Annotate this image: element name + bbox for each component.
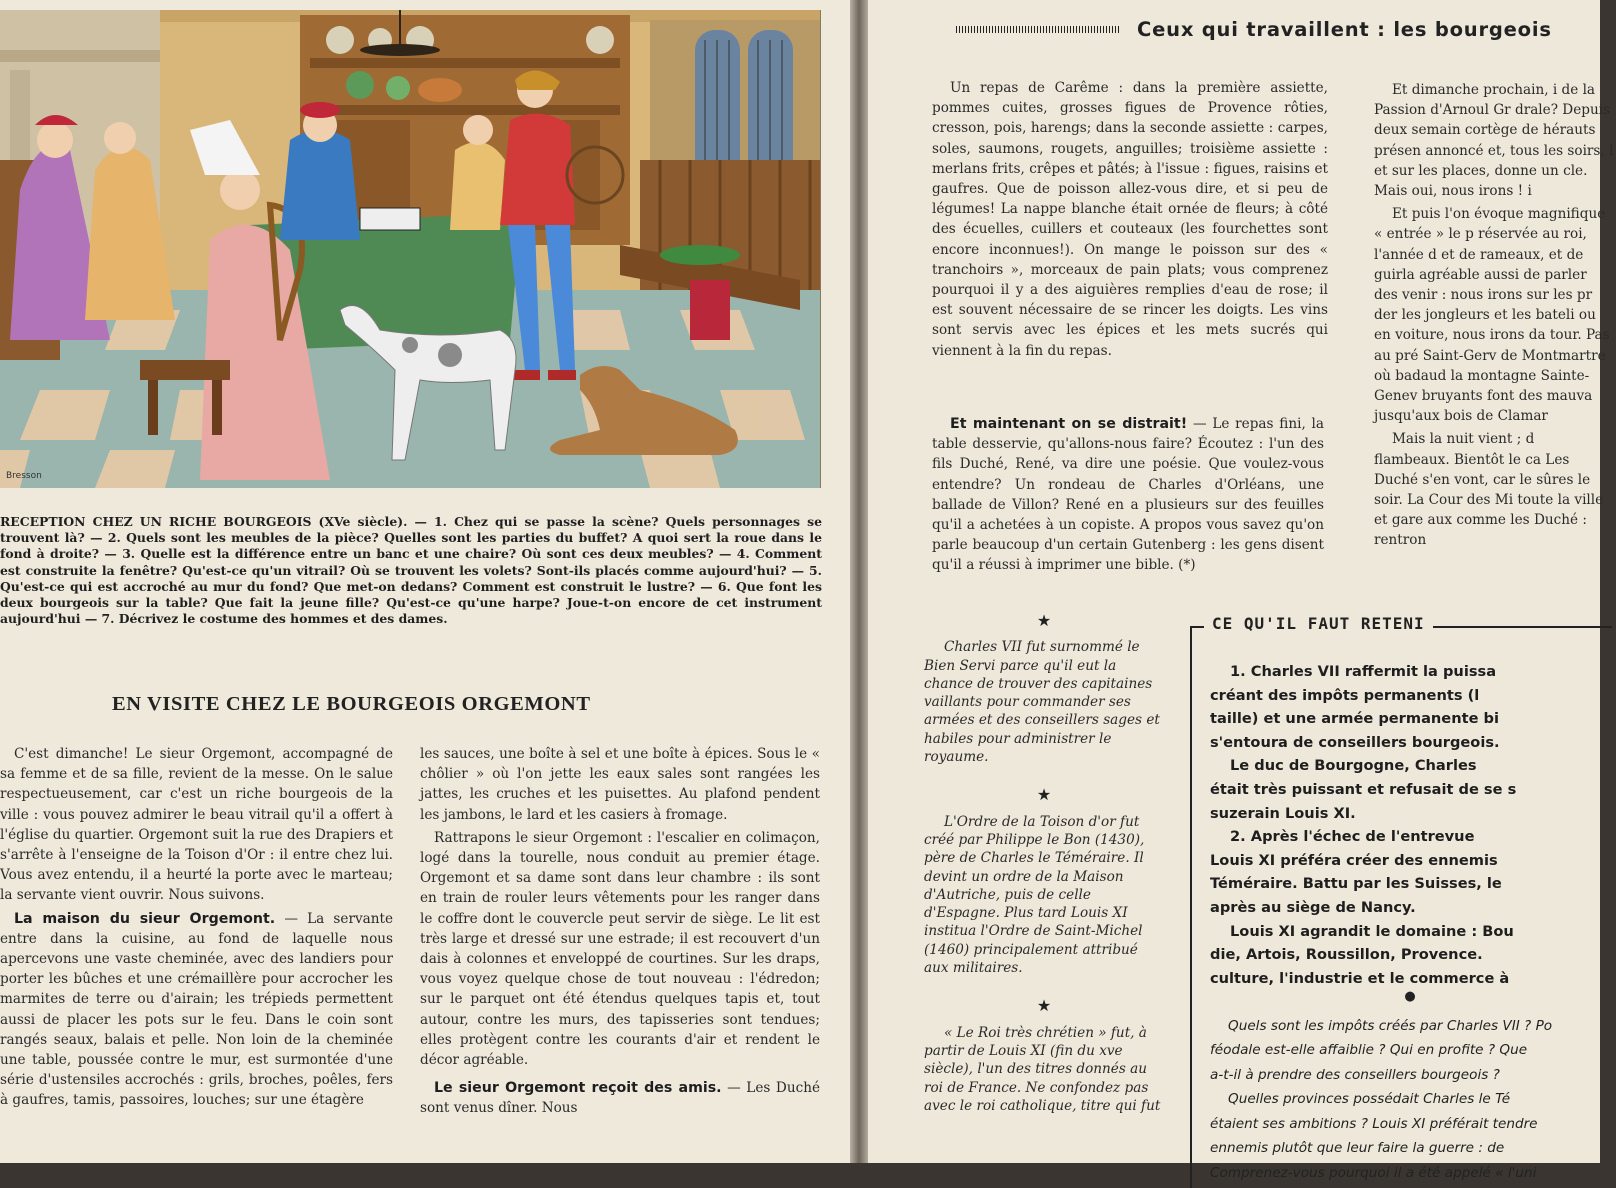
header-title: Ceux qui travaillent : les bourgeois — [1137, 18, 1552, 41]
summary-line: Louis XI agrandit le domaine : Bou — [1230, 922, 1514, 940]
summary-line: était très puissant et refusait de se s — [1210, 780, 1517, 798]
subheading-distrait: Et maintenant on se distrait! — [950, 416, 1188, 432]
star-separator: ★ — [1036, 611, 1052, 630]
illustration-caption: RECEPTION CHEZ UN RICHE BOURGEOIS (XVe siècle). — 1. Chez qui se passe la scène? Quels personnages se trouvent là? — 2. Quels sont les meubles de la pièce? Quelles sont les parties du buffet? A quoi sert la roue dans le fond à droite? — 3. Quelle est la différence entre un banc et une chaire? Où sont ces deux meubles? — 4. Comment est construite la fenêtre? Qu'est-ce qu'un vitrail? Où se trouvent les volets? Sont-ils placés comme aujourd'hui? — 5. Qu'est-ce qui est accroché au mur du fond? Que met-on dedans? Comment est construit le lustre? — 6. Que font les deux bourgeois sur la table? Que fait la jeune fille? Qu'est-ce qu'une harpe? Joue-t-on encore de cet instrument aujourd'hui — 7. Décrivez le costume des hommes et des dames. — [0, 514, 822, 627]
question-line: a-t-il à prendre des conseillers bourgeois ? — [1210, 1066, 1500, 1083]
summary-line: 1. Charles VII raffermit la puissa — [1230, 663, 1497, 680]
margin-note: Charles VII fut surnommé le Bien Servi parce qu'il eut la chance de trouver des capitaines vaillants pour commander ses armées et des conseillers sages et habiles pour administrer le royaume. — [924, 639, 1160, 766]
bourgeois-blue — [280, 130, 360, 240]
margin-note: « Le Roi très chrétien » fut, à partir de Louis XI (fin du xve siècle), l'un des titres donnés au roi de France. Ne confondez pas avec le roi catholique, titre qui fut — [924, 1024, 1161, 1114]
stool — [140, 360, 230, 380]
summary-line: suzerain Louis XI. — [1210, 804, 1356, 822]
summary-line: après au siège de Nancy. — [1210, 898, 1416, 916]
paragraph: Et dimanche prochain, i de la Passion d'Arnoul Gr drale? Depuis deux semain cortège de hérauts présen annoncé et, tous les soirs, l et sur les places, donne un cle. Mais oui, nous irons ! i — [1374, 82, 1614, 200]
question-line: ennemis plutôt que leur faire la guerre : de — [1210, 1140, 1505, 1156]
paragraph: Rattrapons le sieur Orgemont : l'escalier en colimaçon, logé dans la tourelle, nous conduit au premier étage. Orgemont et sa dame sont dans leur chambre : ils sont en train de rouler leurs vêtements pour les ranger dans le coffre dont le couvercle peut servir de siège. Le lit est très large et dressé sur une estrade; il est recouvert d'un dais à colonnes et enveloppé de courtines. Sur les draps, vous voyez quelque chose de tout nouveau : l'édredon; sur le parquet ont été étendus quelques tapis et, tout autour, contre les murs, des tapisseries sont tendues; elles protègent contre les courants d'air et rendent le décor agréable. — [420, 829, 820, 1069]
paragraph — [420, 1078, 820, 1118]
summary-line: Le duc de Bourgogne, Charles — [1230, 757, 1477, 775]
question-line: Quels sont les impôts créés par Charles VII ? Po — [1228, 1017, 1553, 1034]
subheading-maison: La maison du sieur Orgemont. — [14, 910, 276, 927]
chandelier — [360, 44, 440, 56]
left-column-1 — [0, 744, 393, 1114]
summary-line: die, Artois, Roussillon, Provence. — [1210, 946, 1483, 964]
summary-line: Téméraire. Battu par les Suisses, le — [1210, 875, 1502, 893]
bullet-separator: ● — [1404, 989, 1416, 1004]
header-rule — [956, 26, 1121, 33]
paragraph-text: — Le repas fini, la table desservie, qu'allons-nous faire? Écoutez : l'un des fils Duché, René, va dire une poésie. Que voulez-vous entendre? Un rondeau de Charles d'Orléans, une ballade de Villon? René en a plusieurs sur des feuilles qu'il a achetées à un copiste. A propos vous savez qu'on parle beaucoup d'un certain Gutenberg : les gens disent qu'il a réussi à imprimer une bible. (*) — [932, 416, 1325, 574]
star-separator: ★ — [1036, 996, 1052, 1016]
illustration-reception-bourgeois — [0, 10, 821, 488]
illustration-drawing — [0, 10, 820, 488]
section-title: EN VISITE CHEZ LE BOURGEOIS ORGEMONT — [112, 693, 591, 715]
summary-line: Louis XI préféra créer des ennemis — [1210, 851, 1498, 869]
paragraph — [0, 909, 393, 1111]
summary-line: taille) et une armée permanente bi — [1210, 710, 1499, 728]
running-header — [956, 18, 1616, 41]
question-line: Comprenez-vous pourquoi il a été appelé « l'uni — [1210, 1164, 1537, 1181]
question-line: féodale est-elle affaiblie ? Qui en profite ? Que — [1210, 1042, 1528, 1058]
summary-line: 2. Après l'échec de l'entrevue — [1230, 828, 1475, 846]
summary-line: créant des impôts permanents (l — [1210, 686, 1480, 704]
artist-signature: Bresson — [6, 471, 42, 481]
summary-body — [1210, 662, 1610, 992]
paragraph: C'est dimanche! Le sieur Orgemont, accompagné de sa femme et de sa fille, revient de la messe. On le salue respectueusement, car c'est un riche bourgeois de la ville : vous pouvez admirer le beau vitrail qu'il a offert à l'église du quartier. Orgemont suit la rue des Drapiers et s'arrête à l'enseigne de la Toison d'Or : il entre chez lui. Vous avez entendu, il a heurté la porte avec le marteau; la servante vient ouvrir. Nous suivons. — [0, 746, 393, 904]
question-line: étaient ses ambitions ? Louis XI préférait tendre — [1210, 1115, 1538, 1132]
review-questions — [1210, 982, 1610, 1186]
paragraph — [932, 414, 1324, 576]
summary-line: culture, l'industrie et le commerce à — [1210, 969, 1510, 987]
paragraph: les sauces, une boîte à sel et une boîte à épices. Sous le « chôlier » où l'on jette les eaux sales sont rangées les jattes, les cruches et les puisettes. Au plafond pendent les jambons, le lard et les casiers à fromage. — [420, 746, 820, 823]
left-column-2 — [420, 744, 820, 1122]
margin-note: L'Ordre de la Toison d'or fut créé par Philippe le Bon (1430), père de Charles le Téméraire. Il devint un ordre de la Maison d'Autriche, puis de celle d'Espagne. Plus tard Louis XI institua l'Ordre de Saint-Michel (1460) principalement attribué aux militaires. — [924, 813, 1145, 977]
right-column-1b — [932, 414, 1324, 579]
question-line: Quelles provinces possédait Charles le Té — [1228, 1091, 1511, 1107]
right-column-2 — [1374, 80, 1614, 554]
checkerboard — [360, 208, 420, 230]
paragraph: Et puis l'on évoque magnifique « entrée » le p réservée au roi, l'année d et de rameaux, et de guirla agréable aussi de parler des venir : nous irons sur les pr der les jongleurs et les bateli ou en voiture, nous irons da tour. Pas au pré Saint-Gerv de Montmartre où badaud la montagne Sainte-Genev bruyants font des mauva jusqu'aux bois de Clamar — [1374, 206, 1610, 425]
young-man-red — [500, 114, 575, 225]
summary-title: CE QU'IL FAUT RETENI — [1204, 614, 1433, 633]
paragraph: Un repas de Carême : dans la première assiette, pommes cuites, grosses figues de Provence rôties, cresson, pois, harengs; dans la seconde assiette : carpes, soles, saumons, rougets, anguilles; troisième assiette : merlans frits, crêpes et pâtés; à l'issue : figues, raisins et gaufres. Que de poisson allez-vous dire, et si peu de légumes! La nappe blanche était ornée de fleurs; à côté des écuelles, cuillers et couteaux (les fourchettes sont encore inconnues!). On mange le poisson sur des « tranchoirs », morceaux de pain plats; vous comprenez pourquoi il y a des aiguières remplies d'eau de rose; il est souvent nécessaire de se rincer les doigts. Les vins sont servis avec les épices et les mets sucrés qui viennent à la fin du repas. — [932, 80, 1328, 359]
summary-line: s'entoura de conseillers bourgeois. — [1210, 733, 1500, 751]
subheading-amis: Le sieur Orgemont reçoit des amis. — [434, 1080, 722, 1097]
margin-notes — [924, 612, 1164, 1135]
right-column-1 — [932, 78, 1328, 364]
star-separator: ★ — [1036, 785, 1052, 805]
paragraph-text: — Les Duché sont venus dîner. Nous — [420, 1080, 820, 1117]
book-gutter — [850, 0, 868, 1163]
paragraph: Mais la nuit vient ; d flambeaux. Bientôt le ca Les Duché s'en vont, car le sûres le soir. La Cour des Mi toute la ville et gare aux comme les Duché : rentron — [1374, 431, 1604, 549]
right-page — [868, 0, 1614, 1181]
paragraph-text: — La servante entre dans la cuisine, au fond de laquelle nous apercevons une vaste cheminée, avec des landiers pour porter les bûches et une crémaillère pour accrocher les marmites de terre ou d'airain; les trépieds permettent aussi de placer les pots sur le feu. Dans le coin sont rangés seaux, balais et pelle. Non loin de la cheminée une table, poussée contre le mur, est surmontée d'une série d'ustensiles accrochés : grils, broches, poêles, fers à gaufres, tamis, passoires, louches; sur une étagère — [0, 910, 393, 1109]
